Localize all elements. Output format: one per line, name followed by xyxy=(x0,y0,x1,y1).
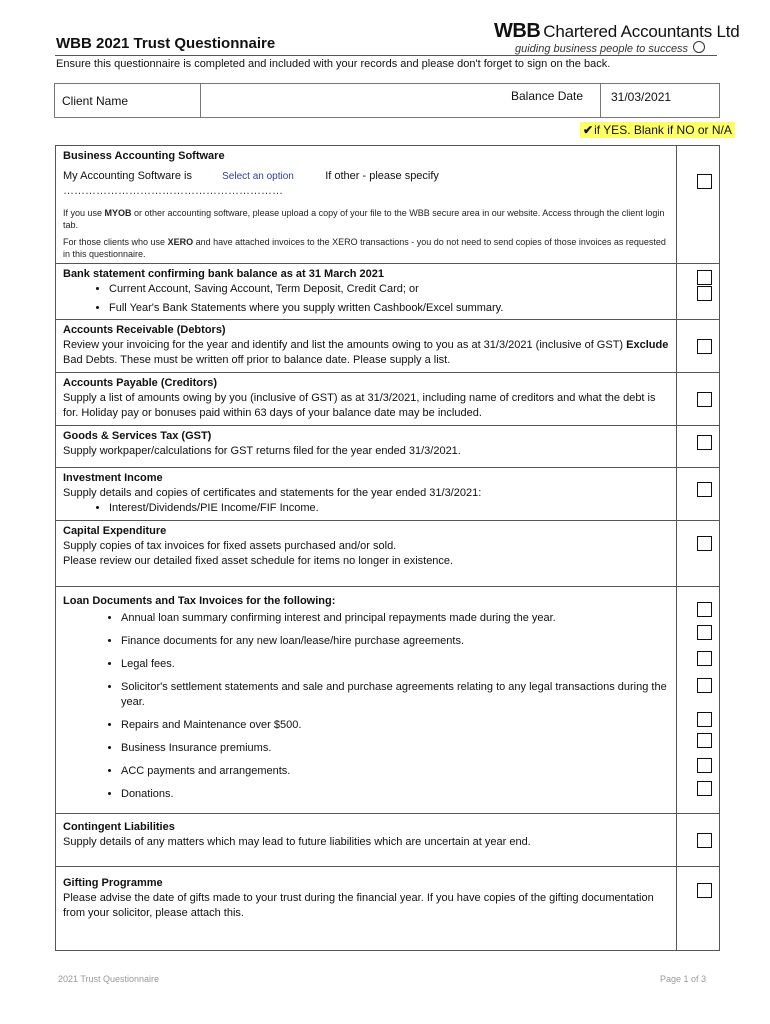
software-label: My Accounting Software is xyxy=(63,170,193,182)
software-select[interactable]: Select an option xyxy=(222,171,294,182)
checkbox-loans-8[interactable] xyxy=(697,781,712,796)
section-title: Investment Income xyxy=(63,472,163,484)
check-cell xyxy=(677,426,720,468)
other-specify-field[interactable]: …………………………………………………… xyxy=(63,185,283,197)
checkbox-creditors[interactable] xyxy=(697,392,712,407)
checkbox-loans-7[interactable] xyxy=(697,758,712,773)
section-title: Bank statement confirming bank balance as at 31 March 2021 xyxy=(63,268,384,280)
list-item: • Current Account, Saving Account, Term Deposit, Credit Card; or xyxy=(109,282,669,297)
note-text: If you use xyxy=(63,208,105,218)
page-number: Page 1 of 3 xyxy=(660,974,707,984)
note-text: For those clients who use xyxy=(63,237,168,247)
check-cell xyxy=(677,264,720,320)
check-cell xyxy=(677,867,720,951)
section-text: Supply details and copies of certificates and statements for the year ended 31/3/2021: xyxy=(63,487,482,499)
checkbox-contingent[interactable] xyxy=(697,833,712,848)
intro-text: Ensure this questionnaire is completed and included with your records and please don't forget to sign on the back. xyxy=(56,58,611,70)
balance-divider xyxy=(600,84,601,117)
questionnaire-table xyxy=(55,145,720,951)
note-text: or other accounting software, please upload a copy of your file to the WBB secure area in our website. Access through the client login tab. xyxy=(63,208,665,230)
section-gst xyxy=(56,426,720,468)
note-bold: MYOB xyxy=(104,208,132,218)
text-part: Review your invoicing for the year and identify and list the amounts owing to you as at 31/3/2021 (inclusive of GST) xyxy=(63,339,627,351)
section-investment xyxy=(56,468,720,521)
checkbox-loans-3[interactable] xyxy=(697,651,712,666)
list-item: • ACC payments and arrangements. xyxy=(121,764,669,779)
check-cell xyxy=(677,468,720,521)
legend-highlight xyxy=(580,122,735,138)
section-debtors xyxy=(56,320,720,373)
checkbox-loans-6[interactable] xyxy=(697,733,712,748)
legend-text: if YES. Blank if NO or N/A xyxy=(594,123,732,137)
list-item: • Full Year's Bank Statements where you supply written Cashbook/Excel summary. xyxy=(109,301,669,316)
checkbox-loans-1[interactable] xyxy=(697,602,712,617)
section-title: Capital Expenditure xyxy=(63,525,167,537)
checkbox-capex[interactable] xyxy=(697,536,712,551)
brand-bold: WBB xyxy=(494,20,541,42)
list-item: • Solicitor's settlement statements and sale and purchase agreements relating to any legal transactions during the year. xyxy=(121,680,669,710)
logo-emblem-icon xyxy=(693,41,705,53)
section-capex xyxy=(56,521,720,587)
section-title: Accounts Receivable (Debtors) xyxy=(63,324,226,336)
note-text: and have attached invoices to the XERO transactions - you do not need to send copies of those invoices as requested in this questionnaire. xyxy=(63,237,666,259)
brand-logo xyxy=(494,20,740,43)
brand-tagline xyxy=(515,41,705,55)
checkbox-loans-5[interactable] xyxy=(697,712,712,727)
section-creditors xyxy=(56,373,720,426)
myob-note xyxy=(63,207,669,231)
check-cell xyxy=(677,587,720,814)
checkbox-gifting[interactable] xyxy=(697,883,712,898)
check-cell xyxy=(677,521,720,587)
checkbox-bank-1[interactable] xyxy=(697,270,712,285)
other-label: If other - please specify xyxy=(325,170,439,182)
list-item: • Legal fees. xyxy=(121,657,669,672)
xero-note xyxy=(63,236,669,260)
checkbox-loans-2[interactable] xyxy=(697,625,712,640)
checkbox-bank-2[interactable] xyxy=(697,286,712,301)
section-contingent xyxy=(56,814,720,867)
check-cell xyxy=(677,320,720,373)
section-title: Goods & Services Tax (GST) xyxy=(63,430,212,442)
section-text xyxy=(63,338,669,368)
client-name-label: Client Name xyxy=(62,94,129,108)
check-cell xyxy=(677,373,720,426)
check-cell xyxy=(677,146,720,264)
checkbox-investment[interactable] xyxy=(697,482,712,497)
footer-title: 2021 Trust Questionnaire xyxy=(58,974,160,984)
section-text: Please advise the date of gifts made to your trust during the financial year. If you have copies of the gifting documentation from your solicitor, please attach this. xyxy=(63,892,654,919)
balance-date-label: Balance Date xyxy=(511,89,584,103)
section-title: Loan Documents and Tax Invoices for the following: xyxy=(63,595,336,607)
page-title: WBB 2021 Trust Questionnaire xyxy=(56,35,276,52)
section-gifting xyxy=(56,867,720,951)
list-item: • Business Insurance premiums. xyxy=(121,741,669,756)
client-name-field[interactable] xyxy=(202,86,502,115)
checkbox-debtors[interactable] xyxy=(697,339,712,354)
checkbox-loans-4[interactable] xyxy=(697,678,712,693)
section-text: Please review our detailed fixed asset schedule for items no longer in existence. xyxy=(63,555,454,567)
list-item: • Donations. xyxy=(121,787,669,802)
check-cell xyxy=(677,814,720,867)
checkbox-software[interactable] xyxy=(697,174,712,189)
note-bold: XERO xyxy=(167,237,194,247)
checkbox-gst[interactable] xyxy=(697,435,712,450)
list-item: • Interest/Dividends/PIE Income/FIF Income. xyxy=(109,501,669,516)
section-text: Supply copies of tax invoices for fixed assets purchased and/or sold. xyxy=(63,540,397,552)
section-text: Supply a list of amounts owing by you (inclusive of GST) as at 31/3/2021, including name of creditors and what the debt is for. Holiday pay or bonuses paid within 63 days of your balance date may be included. xyxy=(63,392,656,419)
list-item: • Annual loan summary confirming interest and principal repayments made during the year. xyxy=(121,611,669,626)
section-title: Contingent Liabilities xyxy=(63,821,175,833)
tagline-text: guiding business people to success xyxy=(515,43,689,55)
section-text: Supply details of any matters which may lead to future liabilities which are uncertain at year end. xyxy=(63,836,531,848)
section-software xyxy=(56,146,720,264)
text-part: Bad Debts. These must be written off prior to balance date. Please supply a list. xyxy=(63,354,451,366)
brand-name: Chartered Accountants Ltd xyxy=(543,22,740,41)
list-item: • Repairs and Maintenance over $500. xyxy=(121,718,669,733)
section-bank xyxy=(56,264,720,320)
section-title: Business Accounting Software xyxy=(63,150,225,162)
text-bold: Exclude xyxy=(626,339,669,351)
balance-date-field[interactable]: 31/03/2021 xyxy=(611,90,672,104)
checkmark-icon: ✔ xyxy=(583,123,594,137)
section-loans xyxy=(56,587,720,814)
header-divider xyxy=(55,55,717,56)
section-text: Supply workpaper/calculations for GST returns filed for the year ended 31/3/2021. xyxy=(63,445,461,457)
list-item: • Finance documents for any new loan/lease/hire purchase agreements. xyxy=(121,634,669,649)
section-title: Accounts Payable (Creditors) xyxy=(63,377,218,389)
section-title: Gifting Programme xyxy=(63,877,163,889)
